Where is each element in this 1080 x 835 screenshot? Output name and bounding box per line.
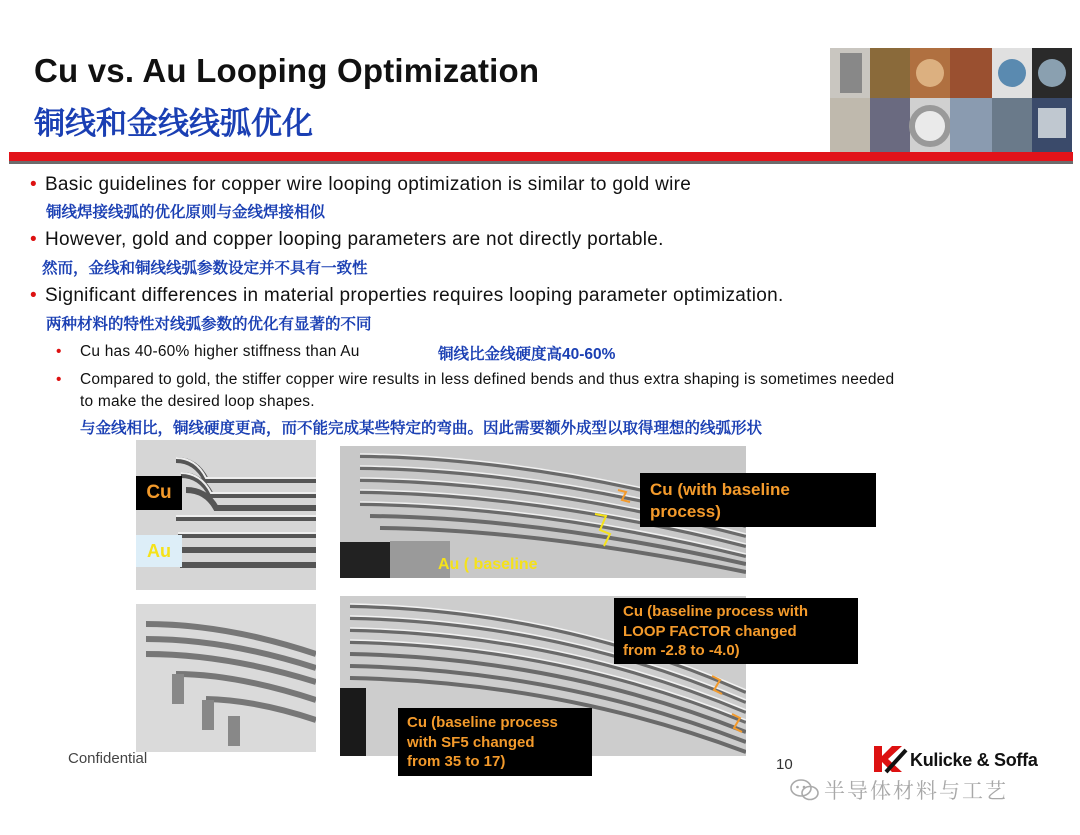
label-line: Cu (baseline process with [623, 603, 809, 620]
sub-bullet-2-text-line1: Compared to gold, the stiffer copper wire results in less defined bends and thus extra shaping is sometimes needed [80, 371, 895, 388]
bullet-dot: • [56, 371, 62, 388]
bullet-2-text: However, gold and copper looping parameters are not directly portable. [44, 229, 664, 250]
sub-bullet-2 [56, 369, 1070, 391]
label-line: with SF5 changed [407, 733, 535, 751]
label-line: LOOP FACTOR changed [623, 622, 797, 640]
confidential-label: Confidential [68, 750, 148, 767]
bullet-dot: • [30, 285, 37, 306]
header-red-rule [9, 152, 1073, 161]
banner-collage-image [830, 48, 1072, 153]
bullet-3 [30, 285, 784, 307]
label-cu-baseline [640, 473, 876, 527]
wechat-watermark: 半导体材料与工艺 [824, 780, 1008, 803]
label-line: from -2.8 to -4.0) [623, 642, 740, 659]
ks-logo-icon [872, 744, 908, 779]
sem-image [136, 604, 316, 752]
label-au-baseline: Au ( baseline [438, 556, 538, 573]
label-loop-factor [614, 598, 858, 664]
wechat-icon [790, 778, 820, 807]
sem-photo-cu-au-compare [136, 440, 316, 590]
bullet-1 [30, 174, 691, 196]
label-sf5 [398, 708, 592, 776]
bullet-dot: • [30, 229, 37, 250]
bullet-3-text: Significant differences in material properties requires looping parameter optimization. [44, 285, 784, 306]
slide-subtitle-chinese: 铜线和金线线弧优化 [34, 106, 313, 141]
sub-bullet-1-chinese: 铜线比金线硬度高40-60% [438, 346, 616, 363]
sem-photo-sf5-closeup [136, 604, 316, 752]
header-photo-banner [830, 48, 1072, 153]
slide-title: Cu vs. Au Looping Optimization [34, 52, 540, 89]
label-line: from 35 to 17) [407, 753, 506, 770]
bullet-1-chinese: 铜线焊接线弧的优化原则与金线焊接相似 [46, 204, 326, 221]
page-number: 10 [776, 756, 793, 773]
sem-image [136, 440, 316, 590]
label-au: Au [136, 535, 182, 567]
bullet-3-chinese: 两种材料的特性对线弧参数的优化有显著的不同 [46, 316, 372, 333]
bullet-dot: • [30, 174, 37, 195]
label-line: Cu (with baseline [650, 480, 790, 499]
header-grey-rule [9, 161, 1073, 164]
company-logo-text: Kulicke & Soffa [910, 750, 1038, 770]
sub-bullet-1 [56, 341, 460, 363]
bullet-1-text: Basic guidelines for copper wire looping optimization is similar to gold wire [44, 174, 692, 195]
sub-bullet-1-text: Cu has 40-60% higher stiffness than Au [80, 343, 360, 360]
label-line: Cu (baseline process [407, 714, 558, 731]
sub-bullet-2-chinese: 与金线相比，铜线硬度更高，而不能完成某些特定的弯曲。因此需要额外成型以取得理想的线弧形状 [80, 420, 763, 437]
bullet-dot: • [56, 343, 62, 360]
bullet-2-chinese: 然而，金线和铜线线弧参数设定并不具有一致性 [42, 260, 368, 277]
label-line: process) [650, 502, 721, 521]
label-cu: Cu [136, 476, 182, 510]
bullet-2 [30, 229, 664, 251]
sub-bullet-2-text-line2: to make the desired loop shapes. [80, 393, 315, 410]
